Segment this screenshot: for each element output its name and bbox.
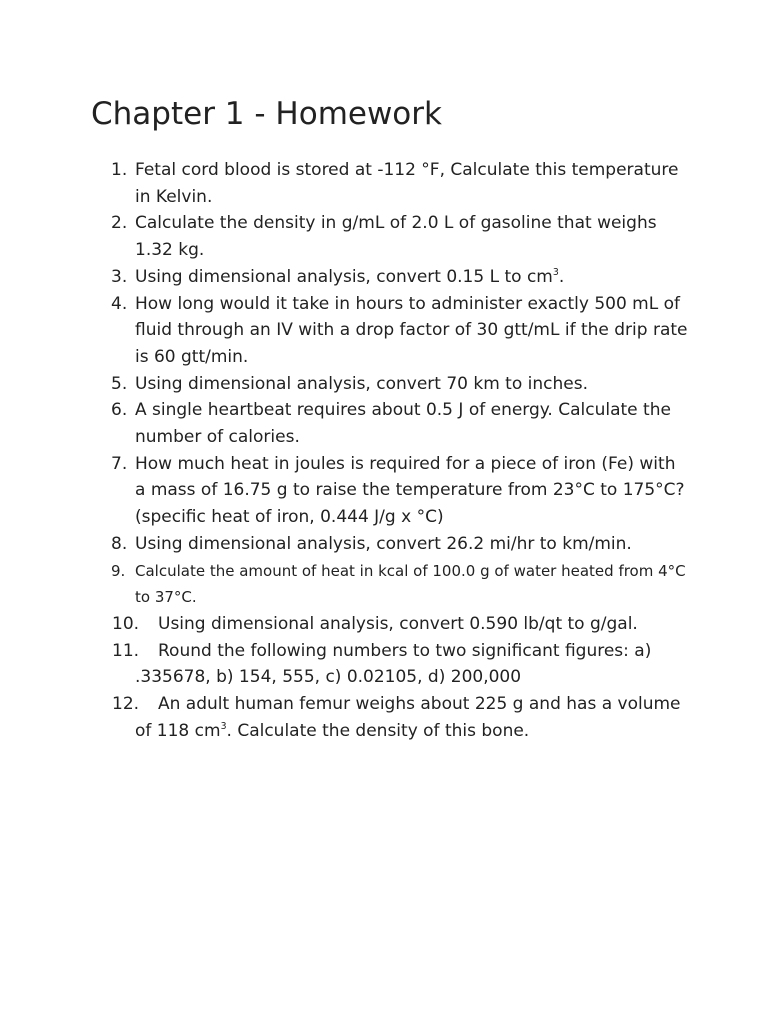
question-item	[0, 291, 768, 371]
question-number: 4.	[111, 293, 128, 314]
question-text: Using dimensional analysis, convert 0.590 lb/qt to g/gal.	[158, 613, 638, 634]
question-text-suffix: . Calculate the density of this bone.	[226, 720, 530, 741]
question-item	[0, 638, 768, 691]
question-number: 12.	[112, 694, 140, 715]
question-item	[0, 397, 768, 450]
question-text: Using dimensional analysis, convert 0.15 L to cm	[135, 266, 553, 287]
question-text: A single heartbeat requires about 0.5 J of energy. Calculate the number of calories.	[135, 400, 671, 448]
question-number: 1.	[111, 160, 128, 180]
question-number: 6.	[111, 400, 128, 421]
question-text: Calculate the amount of heat in kcal of 100.0 g of water heated from 4°C to 37°C.	[135, 561, 686, 607]
question-item	[0, 264, 768, 291]
question-text: Fetal cord blood is stored at -112 °F, Calculate this temperature in Kelvin.	[135, 160, 679, 207]
question-number: 11.	[112, 640, 140, 661]
question-text: Round the following numbers to two significant figures: a) .335678, b) 154, 555, c) 0.02105, d) 200,000	[135, 640, 652, 688]
question-item	[0, 210, 768, 263]
question-text: How long would it take in hours to administer exactly 500 mL of fluid through an IV with a drop factor of 30 gtt/mL if the drip rate is 60 gtt/min.	[135, 293, 688, 367]
question-item	[0, 371, 768, 398]
superscript: 3	[552, 266, 559, 278]
question-text: Using dimensional analysis, convert 70 km to inches.	[135, 373, 588, 394]
question-item	[0, 611, 768, 638]
question-text: How much heat in joules is required for a piece of iron (Fe) with a mass of 16.75 g to raise the temperature from 23°C to 175°C? (specific heat of iron, 0.444 J/g x °C)	[135, 453, 685, 528]
question-text: Using dimensional analysis, convert 26.2 mi/hr to km/min.	[135, 533, 632, 554]
question-number: 3.	[111, 266, 128, 287]
question-item	[0, 558, 768, 611]
question-item	[0, 157, 768, 210]
question-list	[0, 157, 768, 744]
question-number: 10.	[112, 613, 140, 634]
question-number: 5.	[111, 373, 128, 394]
question-text-suffix: .	[558, 266, 565, 287]
question-text: Calculate the density in g/mL of 2.0 L of gasoline that weighs 1.32 kg.	[135, 213, 657, 261]
question-item	[0, 451, 768, 531]
page-title: Chapter 1 - Homework	[91, 96, 442, 132]
question-item	[0, 531, 768, 558]
question-number: 8.	[111, 533, 128, 554]
question-item	[0, 691, 768, 744]
question-number: 2.	[111, 213, 128, 234]
question-text: An adult human femur weighs about 225 g and has a volume of 118 cm	[135, 694, 681, 741]
superscript: 3	[220, 720, 227, 732]
question-number: 9.	[111, 561, 126, 580]
question-number: 7.	[111, 453, 128, 474]
